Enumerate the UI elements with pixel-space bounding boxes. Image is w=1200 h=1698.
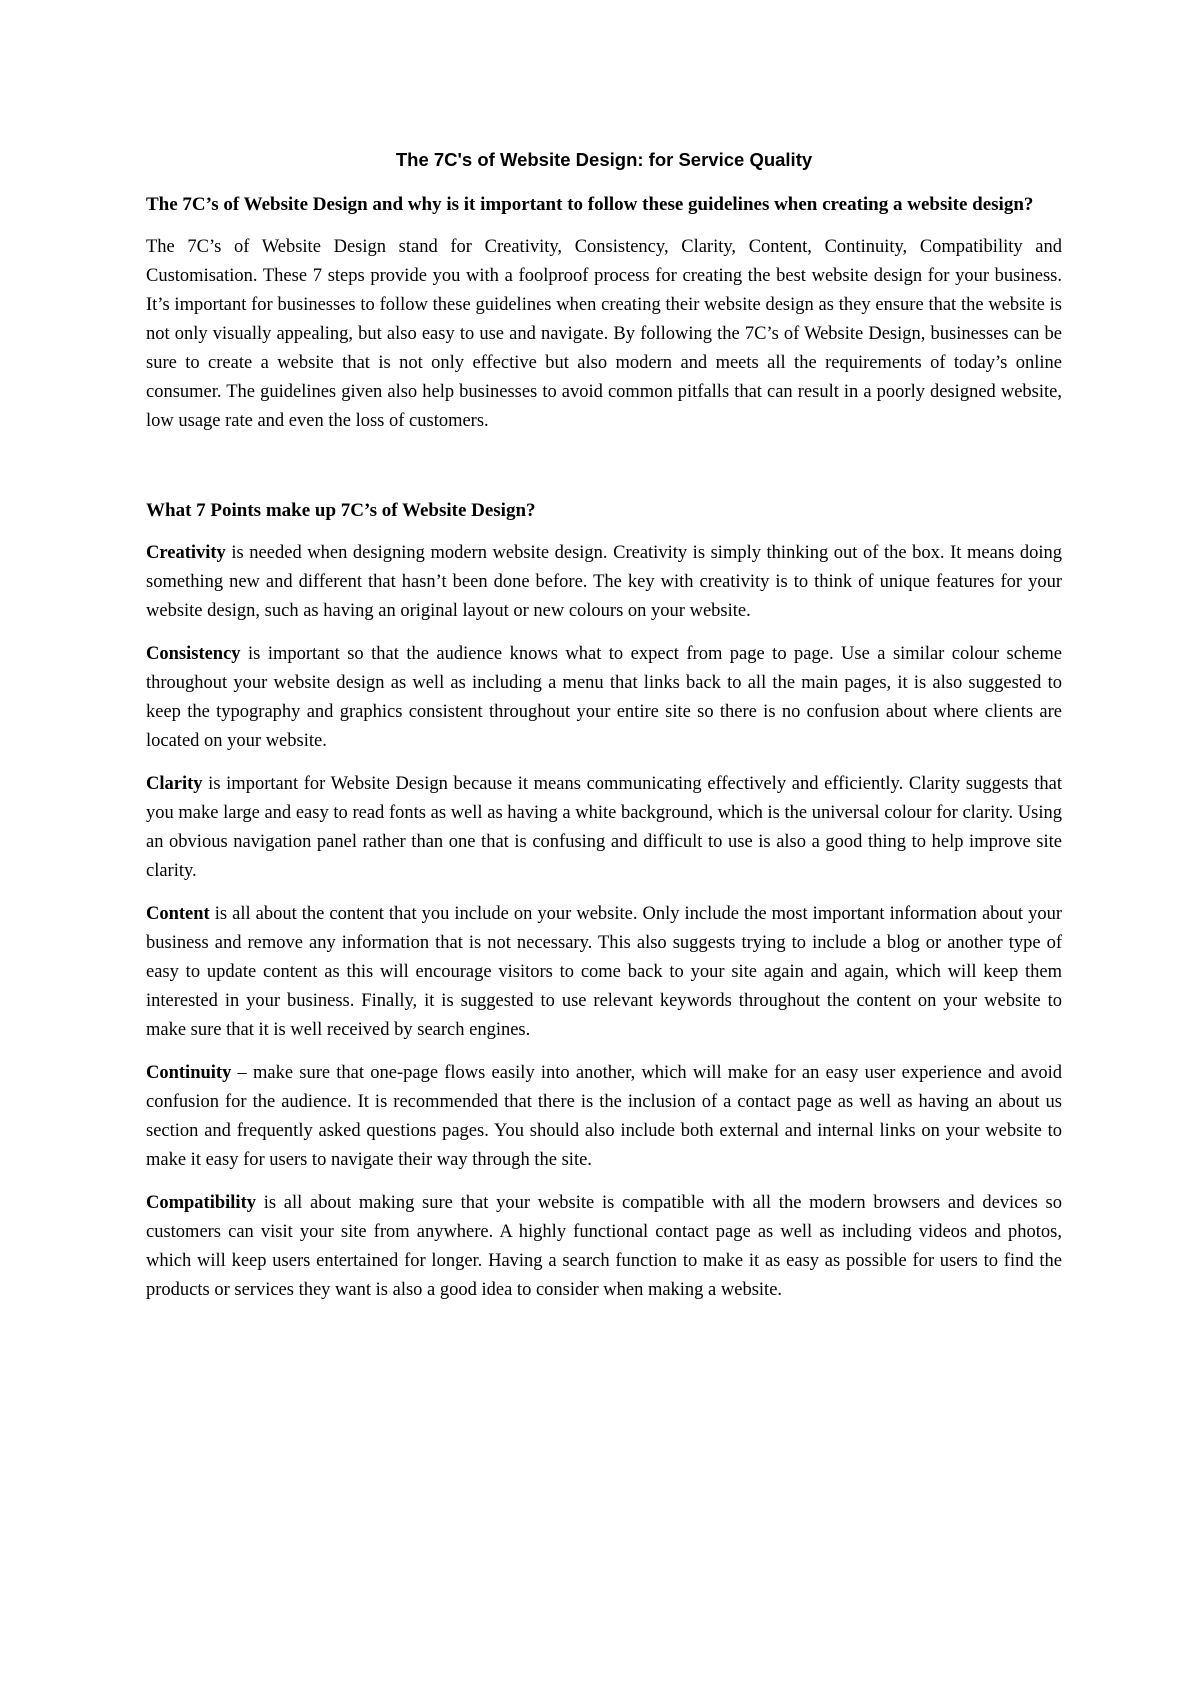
point-text: is all about the content that you include on your website. Only include the most important information about your business and remove any information that is not necessary. This also suggests trying to include a blog or another type of easy to update content as this will encourage visitors to come back to your site again and again, which will keep them interested in your business. Finally, it is suggested to use relevant keywords throughout the content on your website to make sure that it is well received by search engines. — [146, 904, 1062, 1040]
point-paragraph-content — [146, 900, 1062, 1045]
document-title: The 7C's of Website Design: for Service Quality — [395, 149, 813, 170]
point-term: Consistency — [146, 644, 241, 664]
point-term: Content — [146, 904, 210, 924]
section-heading-why-important: The 7C’s of Website Design and why is it important to follow these guidelines when creating a website design? — [146, 194, 1034, 215]
point-text: – make sure that one-page flows easily into another, which will make for an easy user experience and avoid confusion for the audience. It is recommended that there is the inclusion of a contact page as well as having an about us section and frequently asked questions pages. You should also include both external and internal links on your website to make it easy for users to navigate their way through the site. — [146, 1063, 1062, 1170]
point-paragraph-continuity — [146, 1059, 1062, 1175]
point-text: is needed when designing modern website design. Creativity is simply thinking out of the box. It means doing something new and different that hasn’t been done before. The key with creativity is to think of unique features for your website design, such as having an original layout or new colours on your website. — [146, 543, 1062, 621]
point-paragraph-consistency — [146, 640, 1062, 756]
section-heading-seven-points: What 7 Points make up 7C’s of Website Design? — [146, 500, 536, 521]
point-paragraph-compatibility — [146, 1189, 1062, 1305]
point-text: is all about making sure that your website is compatible with all the modern browsers and devices so customers can visit your site from anywhere. A highly functional contact page as well as including videos and photos, which will keep users entertained for longer. Having a search function to make it as easy as possible for users to find the products or services they want is also a good idea to consider when making a website. — [146, 1193, 1062, 1300]
point-paragraph-creativity — [146, 539, 1062, 626]
point-term: Creativity — [146, 543, 226, 563]
point-text: is important so that the audience knows what to expect from page to page. Use a similar colour scheme throughout your website design as well as including a menu that links back to all the main pages, it is also suggested to keep the typography and graphics consistent throughout your entire site so there is no confusion about where clients are located on your website. — [146, 644, 1062, 751]
point-term: Clarity — [146, 774, 203, 794]
point-text: is important for Website Design because it means communicating effectively and efficiently. Clarity suggests that you make large and easy to read fonts as well as having a white background, which is the universal colour for clarity. Using an obvious navigation panel rather than one that is confusing and difficult to use is also a good thing to help improve site clarity. — [146, 774, 1062, 881]
point-term: Compatibility — [146, 1193, 256, 1213]
intro-paragraph: The 7C’s of Website Design stand for Creativity, Consistency, Clarity, Content, Continuity, Compatibility and Customisation. These 7 steps provide you with a foolproof process for creating the best website design for your business. It’s important for businesses to follow these guidelines when creating their website design as they ensure that the website is not only visually appealing, but also easy to use and navigate. By following the 7C’s of Website Design, businesses can be sure to create a website that is not only effective but also modern and meets all the requirements of today’s online consumer. The guidelines given also help businesses to avoid common pitfalls that can result in a poorly designed website, low usage rate and even the loss of customers. — [146, 237, 1062, 431]
point-paragraph-clarity — [146, 770, 1062, 886]
point-term: Continuity — [146, 1063, 232, 1083]
